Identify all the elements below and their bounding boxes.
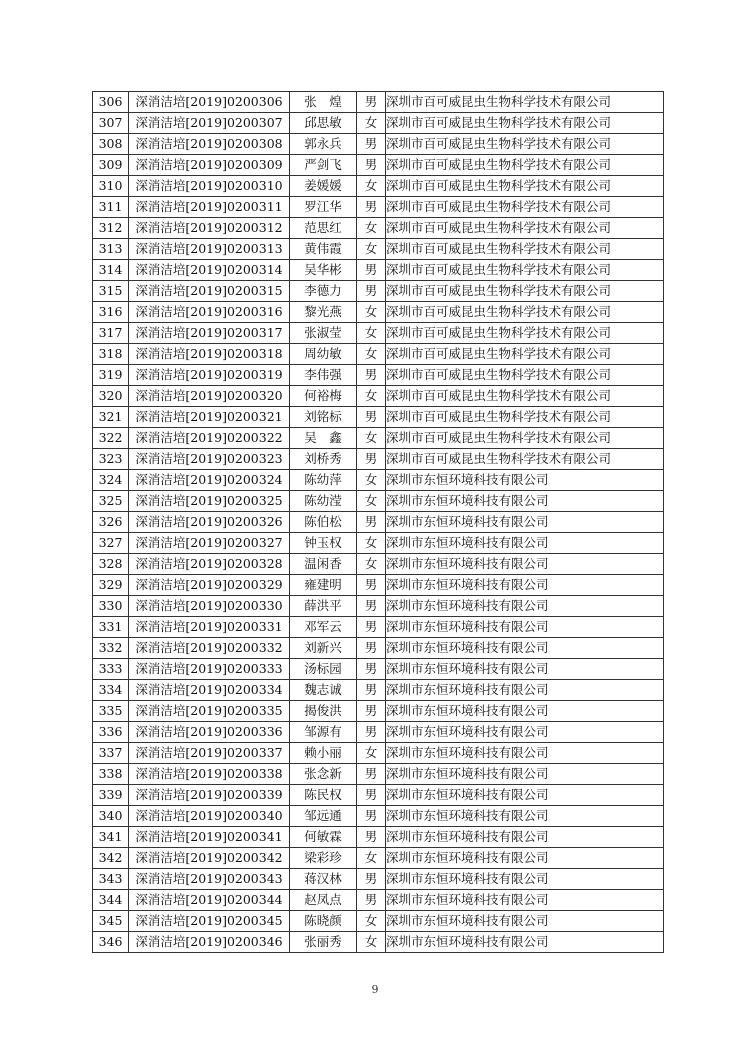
table-row bbox=[93, 281, 664, 302]
table-row bbox=[93, 659, 664, 680]
row-number: 330 bbox=[93, 596, 129, 617]
row-number: 338 bbox=[93, 764, 129, 785]
company-name: 深圳市百可威昆虫生物科学技术有限公司 bbox=[386, 386, 664, 407]
table-row bbox=[93, 911, 664, 932]
table-row bbox=[93, 869, 664, 890]
trainee-name: 邹源有 bbox=[290, 722, 357, 743]
company-name: 深圳市东恒环境科技有限公司 bbox=[386, 764, 664, 785]
company-name: 深圳市百可威昆虫生物科学技术有限公司 bbox=[386, 155, 664, 176]
company-name: 深圳市东恒环境科技有限公司 bbox=[386, 470, 664, 491]
company-name: 深圳市百可威昆虫生物科学技术有限公司 bbox=[386, 323, 664, 344]
certificate-number: 深消洁培[2019]0200330 bbox=[129, 596, 290, 617]
row-number: 325 bbox=[93, 491, 129, 512]
company-name: 深圳市东恒环境科技有限公司 bbox=[386, 932, 664, 953]
company-name: 深圳市东恒环境科技有限公司 bbox=[386, 806, 664, 827]
trainee-gender: 女 bbox=[357, 386, 386, 407]
certificate-number: 深消洁培[2019]0200321 bbox=[129, 407, 290, 428]
trainee-gender: 男 bbox=[357, 869, 386, 890]
row-number: 309 bbox=[93, 155, 129, 176]
certificate-number: 深消洁培[2019]0200322 bbox=[129, 428, 290, 449]
certificate-number: 深消洁培[2019]0200340 bbox=[129, 806, 290, 827]
table-row bbox=[93, 575, 664, 596]
trainee-gender: 男 bbox=[357, 155, 386, 176]
row-number: 312 bbox=[93, 218, 129, 239]
trainee-gender: 女 bbox=[357, 932, 386, 953]
row-number: 340 bbox=[93, 806, 129, 827]
certificate-number: 深消洁培[2019]0200315 bbox=[129, 281, 290, 302]
certificate-number: 深消洁培[2019]0200318 bbox=[129, 344, 290, 365]
trainee-gender: 男 bbox=[357, 596, 386, 617]
row-number: 315 bbox=[93, 281, 129, 302]
certificate-number: 深消洁培[2019]0200306 bbox=[129, 92, 290, 113]
company-name: 深圳市东恒环境科技有限公司 bbox=[386, 575, 664, 596]
company-name: 深圳市东恒环境科技有限公司 bbox=[386, 827, 664, 848]
row-number: 326 bbox=[93, 512, 129, 533]
certificate-number: 深消洁培[2019]0200326 bbox=[129, 512, 290, 533]
row-number: 324 bbox=[93, 470, 129, 491]
company-name: 深圳市百可威昆虫生物科学技术有限公司 bbox=[386, 365, 664, 386]
row-number: 307 bbox=[93, 113, 129, 134]
certificate-number: 深消洁培[2019]0200344 bbox=[129, 890, 290, 911]
trainee-name: 雍建明 bbox=[290, 575, 357, 596]
trainee-gender: 女 bbox=[357, 113, 386, 134]
certificate-number: 深消洁培[2019]0200331 bbox=[129, 617, 290, 638]
table-row bbox=[93, 701, 664, 722]
trainee-gender: 男 bbox=[357, 638, 386, 659]
row-number: 318 bbox=[93, 344, 129, 365]
row-number: 332 bbox=[93, 638, 129, 659]
row-number: 322 bbox=[93, 428, 129, 449]
trainee-name: 罗江华 bbox=[290, 197, 357, 218]
row-number: 316 bbox=[93, 302, 129, 323]
trainee-gender: 女 bbox=[357, 176, 386, 197]
trainee-name: 黄伟霞 bbox=[290, 239, 357, 260]
table-row bbox=[93, 890, 664, 911]
certificate-number: 深消洁培[2019]0200311 bbox=[129, 197, 290, 218]
table-row bbox=[93, 932, 664, 953]
company-name: 深圳市东恒环境科技有限公司 bbox=[386, 869, 664, 890]
trainee-gender: 男 bbox=[357, 449, 386, 470]
table-row bbox=[93, 239, 664, 260]
company-name: 深圳市百可威昆虫生物科学技术有限公司 bbox=[386, 260, 664, 281]
company-name: 深圳市东恒环境科技有限公司 bbox=[386, 743, 664, 764]
table-row bbox=[93, 764, 664, 785]
certificate-number: 深消洁培[2019]0200310 bbox=[129, 176, 290, 197]
certificate-number: 深消洁培[2019]0200320 bbox=[129, 386, 290, 407]
row-number: 308 bbox=[93, 134, 129, 155]
row-number: 314 bbox=[93, 260, 129, 281]
company-name: 深圳市百可威昆虫生物科学技术有限公司 bbox=[386, 281, 664, 302]
certificate-number: 深消洁培[2019]0200314 bbox=[129, 260, 290, 281]
table-row bbox=[93, 491, 664, 512]
certificate-number: 深消洁培[2019]0200341 bbox=[129, 827, 290, 848]
trainee-name: 陈幼滢 bbox=[290, 491, 357, 512]
company-name: 深圳市百可威昆虫生物科学技术有限公司 bbox=[386, 344, 664, 365]
trainee-gender: 男 bbox=[357, 197, 386, 218]
company-name: 深圳市百可威昆虫生物科学技术有限公司 bbox=[386, 428, 664, 449]
trainee-name: 邱思敏 bbox=[290, 113, 357, 134]
table-row bbox=[93, 806, 664, 827]
trainee-gender: 男 bbox=[357, 722, 386, 743]
trainee-gender: 男 bbox=[357, 680, 386, 701]
trainee-name: 张丽秀 bbox=[290, 932, 357, 953]
trainee-name: 刘桥秀 bbox=[290, 449, 357, 470]
trainee-name: 严剑飞 bbox=[290, 155, 357, 176]
company-name: 深圳市东恒环境科技有限公司 bbox=[386, 890, 664, 911]
trainee-gender: 男 bbox=[357, 134, 386, 155]
company-name: 深圳市百可威昆虫生物科学技术有限公司 bbox=[386, 113, 664, 134]
table-row bbox=[93, 848, 664, 869]
certificate-number: 深消洁培[2019]0200334 bbox=[129, 680, 290, 701]
table-row bbox=[93, 827, 664, 848]
company-name: 深圳市东恒环境科技有限公司 bbox=[386, 659, 664, 680]
trainee-gender: 女 bbox=[357, 911, 386, 932]
table-row bbox=[93, 176, 664, 197]
row-number: 311 bbox=[93, 197, 129, 218]
company-name: 深圳市百可威昆虫生物科学技术有限公司 bbox=[386, 92, 664, 113]
certificate-number: 深消洁培[2019]0200345 bbox=[129, 911, 290, 932]
certificate-number: 深消洁培[2019]0200307 bbox=[129, 113, 290, 134]
table-row bbox=[93, 428, 664, 449]
row-number: 329 bbox=[93, 575, 129, 596]
certificate-number: 深消洁培[2019]0200319 bbox=[129, 365, 290, 386]
trainee-gender: 女 bbox=[357, 743, 386, 764]
trainee-name: 李德力 bbox=[290, 281, 357, 302]
trainee-name: 张念新 bbox=[290, 764, 357, 785]
company-name: 深圳市百可威昆虫生物科学技术有限公司 bbox=[386, 407, 664, 428]
row-number: 341 bbox=[93, 827, 129, 848]
trainee-name: 吴华彬 bbox=[290, 260, 357, 281]
table-row bbox=[93, 512, 664, 533]
row-number: 335 bbox=[93, 701, 129, 722]
company-name: 深圳市东恒环境科技有限公司 bbox=[386, 533, 664, 554]
trainee-name: 范思红 bbox=[290, 218, 357, 239]
table-row bbox=[93, 722, 664, 743]
trainee-name: 刘铭标 bbox=[290, 407, 357, 428]
trainee-name: 周幼敏 bbox=[290, 344, 357, 365]
trainee-name: 李伟强 bbox=[290, 365, 357, 386]
table-row bbox=[93, 344, 664, 365]
company-name: 深圳市东恒环境科技有限公司 bbox=[386, 680, 664, 701]
row-number: 320 bbox=[93, 386, 129, 407]
certificate-number: 深消洁培[2019]0200343 bbox=[129, 869, 290, 890]
trainee-gender: 女 bbox=[357, 470, 386, 491]
certificate-number: 深消洁培[2019]0200342 bbox=[129, 848, 290, 869]
company-name: 深圳市东恒环境科技有限公司 bbox=[386, 617, 664, 638]
certificate-number: 深消洁培[2019]0200337 bbox=[129, 743, 290, 764]
trainee-gender: 男 bbox=[357, 785, 386, 806]
company-name: 深圳市东恒环境科技有限公司 bbox=[386, 596, 664, 617]
certificate-number: 深消洁培[2019]0200346 bbox=[129, 932, 290, 953]
table-row bbox=[93, 260, 664, 281]
certificate-number: 深消洁培[2019]0200328 bbox=[129, 554, 290, 575]
trainee-name: 何敏霖 bbox=[290, 827, 357, 848]
table-row bbox=[93, 470, 664, 491]
certificate-number: 深消洁培[2019]0200339 bbox=[129, 785, 290, 806]
table-row bbox=[93, 680, 664, 701]
certificate-number: 深消洁培[2019]0200329 bbox=[129, 575, 290, 596]
trainee-name: 何裕梅 bbox=[290, 386, 357, 407]
certificate-number: 深消洁培[2019]0200308 bbox=[129, 134, 290, 155]
table-row bbox=[93, 323, 664, 344]
company-name: 深圳市百可威昆虫生物科学技术有限公司 bbox=[386, 239, 664, 260]
trainee-gender: 男 bbox=[357, 806, 386, 827]
trainee-name: 温闲香 bbox=[290, 554, 357, 575]
company-name: 深圳市百可威昆虫生物科学技术有限公司 bbox=[386, 197, 664, 218]
certificate-number: 深消洁培[2019]0200316 bbox=[129, 302, 290, 323]
row-number: 328 bbox=[93, 554, 129, 575]
table-row bbox=[93, 449, 664, 470]
trainee-name: 梁彩珍 bbox=[290, 848, 357, 869]
trainee-name: 刘新兴 bbox=[290, 638, 357, 659]
row-number: 323 bbox=[93, 449, 129, 470]
trainee-gender: 男 bbox=[357, 764, 386, 785]
trainee-gender: 男 bbox=[357, 281, 386, 302]
row-number: 306 bbox=[93, 92, 129, 113]
trainee-name: 张 煌 bbox=[290, 92, 357, 113]
certificate-number: 深消洁培[2019]0200309 bbox=[129, 155, 290, 176]
company-name: 深圳市东恒环境科技有限公司 bbox=[386, 701, 664, 722]
trainee-gender: 男 bbox=[357, 617, 386, 638]
company-name: 深圳市东恒环境科技有限公司 bbox=[386, 491, 664, 512]
company-name: 深圳市东恒环境科技有限公司 bbox=[386, 785, 664, 806]
trainee-gender: 女 bbox=[357, 302, 386, 323]
row-number: 346 bbox=[93, 932, 129, 953]
trainee-name: 邓军云 bbox=[290, 617, 357, 638]
row-number: 310 bbox=[93, 176, 129, 197]
trainee-gender: 男 bbox=[357, 890, 386, 911]
row-number: 345 bbox=[93, 911, 129, 932]
table-row bbox=[93, 197, 664, 218]
row-number: 321 bbox=[93, 407, 129, 428]
certificate-number: 深消洁培[2019]0200338 bbox=[129, 764, 290, 785]
trainee-name: 赵凤点 bbox=[290, 890, 357, 911]
row-number: 319 bbox=[93, 365, 129, 386]
trainee-gender: 女 bbox=[357, 428, 386, 449]
trainee-name: 汤标园 bbox=[290, 659, 357, 680]
trainee-gender: 女 bbox=[357, 239, 386, 260]
trainee-gender: 女 bbox=[357, 554, 386, 575]
trainee-gender: 男 bbox=[357, 260, 386, 281]
trainee-name: 陈民权 bbox=[290, 785, 357, 806]
table-row bbox=[93, 638, 664, 659]
row-number: 342 bbox=[93, 848, 129, 869]
table-row bbox=[93, 113, 664, 134]
row-number: 343 bbox=[93, 869, 129, 890]
trainee-gender: 女 bbox=[357, 533, 386, 554]
table-row bbox=[93, 218, 664, 239]
trainee-gender: 男 bbox=[357, 365, 386, 386]
page-number: 9 bbox=[371, 983, 379, 996]
company-name: 深圳市百可威昆虫生物科学技术有限公司 bbox=[386, 218, 664, 239]
table-row bbox=[93, 533, 664, 554]
certificate-number: 深消洁培[2019]0200324 bbox=[129, 470, 290, 491]
trainee-gender: 男 bbox=[357, 701, 386, 722]
company-name: 深圳市东恒环境科技有限公司 bbox=[386, 512, 664, 533]
table-row bbox=[93, 554, 664, 575]
certificate-number: 深消洁培[2019]0200335 bbox=[129, 701, 290, 722]
table-row bbox=[93, 302, 664, 323]
company-name: 深圳市东恒环境科技有限公司 bbox=[386, 911, 664, 932]
table-row bbox=[93, 407, 664, 428]
certificate-number: 深消洁培[2019]0200336 bbox=[129, 722, 290, 743]
table-row bbox=[93, 785, 664, 806]
trainee-gender: 男 bbox=[357, 92, 386, 113]
certificate-number: 深消洁培[2019]0200327 bbox=[129, 533, 290, 554]
trainee-gender: 女 bbox=[357, 323, 386, 344]
trainee-name: 邹远通 bbox=[290, 806, 357, 827]
trainee-gender: 男 bbox=[357, 827, 386, 848]
table-row bbox=[93, 155, 664, 176]
trainee-gender: 女 bbox=[357, 218, 386, 239]
row-number: 317 bbox=[93, 323, 129, 344]
company-name: 深圳市百可威昆虫生物科学技术有限公司 bbox=[386, 449, 664, 470]
company-name: 深圳市东恒环境科技有限公司 bbox=[386, 554, 664, 575]
table-row bbox=[93, 92, 664, 113]
trainee-name: 张淑莹 bbox=[290, 323, 357, 344]
trainee-gender: 男 bbox=[357, 659, 386, 680]
trainee-gender: 女 bbox=[357, 491, 386, 512]
trainee-gender: 男 bbox=[357, 575, 386, 596]
row-number: 327 bbox=[93, 533, 129, 554]
trainee-name: 薛洪平 bbox=[290, 596, 357, 617]
row-number: 337 bbox=[93, 743, 129, 764]
table-row bbox=[93, 134, 664, 155]
company-name: 深圳市东恒环境科技有限公司 bbox=[386, 848, 664, 869]
trainee-name: 陈幼萍 bbox=[290, 470, 357, 491]
row-number: 336 bbox=[93, 722, 129, 743]
table-row bbox=[93, 386, 664, 407]
trainee-name: 魏志诚 bbox=[290, 680, 357, 701]
row-number: 333 bbox=[93, 659, 129, 680]
certificate-number: 深消洁培[2019]0200312 bbox=[129, 218, 290, 239]
trainee-roster-table bbox=[92, 91, 664, 953]
company-name: 深圳市百可威昆虫生物科学技术有限公司 bbox=[386, 302, 664, 323]
table-row bbox=[93, 617, 664, 638]
certificate-number: 深消洁培[2019]0200313 bbox=[129, 239, 290, 260]
table-row bbox=[93, 743, 664, 764]
row-number: 339 bbox=[93, 785, 129, 806]
company-name: 深圳市百可威昆虫生物科学技术有限公司 bbox=[386, 134, 664, 155]
row-number: 344 bbox=[93, 890, 129, 911]
trainee-gender: 女 bbox=[357, 848, 386, 869]
certificate-number: 深消洁培[2019]0200333 bbox=[129, 659, 290, 680]
company-name: 深圳市东恒环境科技有限公司 bbox=[386, 722, 664, 743]
trainee-name: 陈伯松 bbox=[290, 512, 357, 533]
trainee-gender: 男 bbox=[357, 512, 386, 533]
certificate-number: 深消洁培[2019]0200325 bbox=[129, 491, 290, 512]
trainee-name: 赖小丽 bbox=[290, 743, 357, 764]
trainee-name: 蒋汉林 bbox=[290, 869, 357, 890]
certificate-number: 深消洁培[2019]0200317 bbox=[129, 323, 290, 344]
row-number: 313 bbox=[93, 239, 129, 260]
trainee-name: 黎光燕 bbox=[290, 302, 357, 323]
table-row bbox=[93, 365, 664, 386]
trainee-name: 陈晓颜 bbox=[290, 911, 357, 932]
trainee-name: 姜媛媛 bbox=[290, 176, 357, 197]
trainee-name: 揭俊洪 bbox=[290, 701, 357, 722]
row-number: 334 bbox=[93, 680, 129, 701]
row-number: 331 bbox=[93, 617, 129, 638]
certificate-number: 深消洁培[2019]0200332 bbox=[129, 638, 290, 659]
trainee-name: 吴 鑫 bbox=[290, 428, 357, 449]
trainee-name: 钟玉权 bbox=[290, 533, 357, 554]
roster-body bbox=[93, 92, 664, 953]
trainee-gender: 男 bbox=[357, 407, 386, 428]
trainee-name: 郭永兵 bbox=[290, 134, 357, 155]
company-name: 深圳市百可威昆虫生物科学技术有限公司 bbox=[386, 176, 664, 197]
certificate-number: 深消洁培[2019]0200323 bbox=[129, 449, 290, 470]
company-name: 深圳市东恒环境科技有限公司 bbox=[386, 638, 664, 659]
trainee-gender: 女 bbox=[357, 344, 386, 365]
table-row bbox=[93, 596, 664, 617]
